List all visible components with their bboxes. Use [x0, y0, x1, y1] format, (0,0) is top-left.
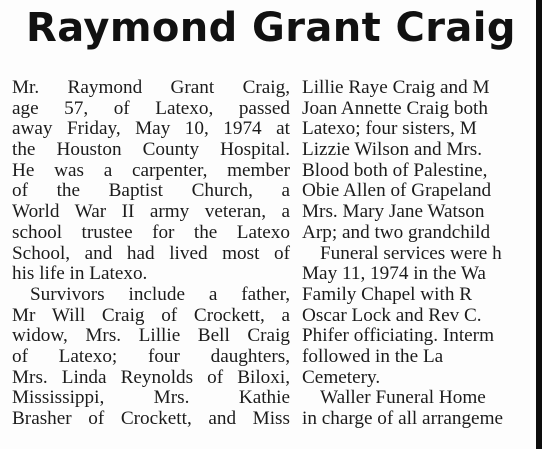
left-line: of the Baptist Church, a: [12, 180, 290, 202]
left-line: his life in Latexo.: [12, 263, 148, 285]
right-column: [302, 78, 542, 430]
left-line: Survivors include a father,: [30, 283, 290, 305]
right-line: Phifer officiating. Interm: [302, 325, 494, 347]
right-line: in charge of all arrangeme: [302, 408, 504, 429]
headline: Raymond Grant Craig: [26, 5, 516, 51]
left-line: Mrs. Linda Reynolds of Biloxi,: [12, 366, 290, 388]
right-line: Funeral services were h: [320, 242, 502, 264]
right-line: Oscar Lock and Rev C.: [302, 304, 482, 326]
left-line: Mississippi, Mrs. Kathie: [12, 387, 290, 409]
right-line: Joan Annette Craig both: [302, 97, 488, 119]
left-line: Mr Will Craig of Crockett, a: [12, 304, 290, 326]
left-line: away Friday, May 10, 1974 at: [12, 118, 290, 140]
right-line: Family Chapel with R: [302, 283, 473, 305]
right-line: Lillie Raye Craig and M: [302, 77, 490, 98]
right-line: Blood both of Palestine,: [302, 159, 488, 181]
left-line: the Houston County Hospital.: [12, 139, 290, 161]
left-line: World War II army veteran, a: [12, 201, 290, 223]
left-line: Brasher of Crockett, and Miss: [12, 408, 290, 429]
left-line: He was a carpenter, member: [12, 159, 290, 181]
left-line: School, and had lived most of: [12, 242, 290, 264]
left-line: school trustee for the Latexo: [12, 221, 290, 243]
right-line: Waller Funeral Home: [320, 387, 486, 409]
right-line: Mrs. Mary Jane Watson: [302, 201, 485, 223]
right-line: Arp; and two grandchild: [302, 221, 491, 243]
left-line: Mr. Raymond Grant Craig,: [12, 77, 290, 98]
left-column: [12, 78, 290, 430]
scan-edge-border: [536, 0, 542, 449]
right-line: May 11, 1974 in the Wa: [302, 263, 486, 285]
right-line: Obie Allen of Grapeland: [302, 180, 492, 202]
right-line: Latexo; four sisters, M: [302, 118, 477, 140]
right-line: Lizzie Wilson and Mrs.: [302, 139, 483, 161]
left-line: of Latexo; four daughters,: [12, 345, 290, 367]
right-line: followed in the La: [302, 345, 444, 367]
right-line: Cemetery.: [302, 366, 381, 388]
left-line: age 57, of Latexo, passed: [12, 97, 290, 119]
left-line: widow, Mrs. Lillie Bell Craig: [12, 325, 290, 347]
